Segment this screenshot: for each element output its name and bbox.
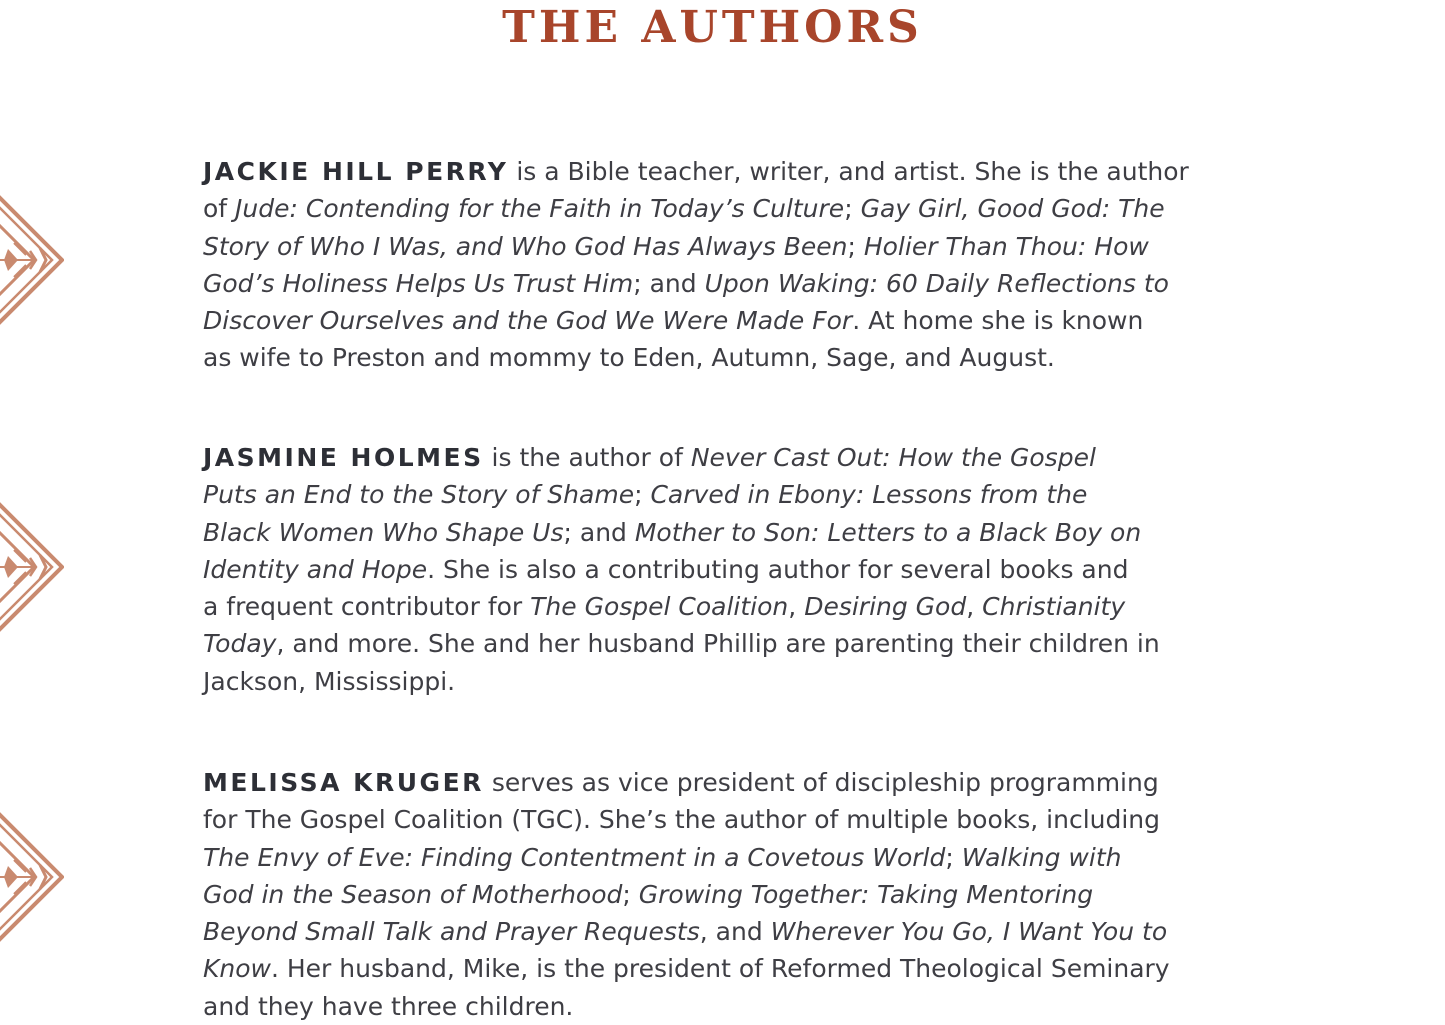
book-title: Never Cast Out: How the Gospel	[690, 443, 1096, 472]
author-bio-jasmine-holmes	[203, 439, 1263, 700]
bio-line	[203, 476, 1263, 513]
diamond-ornament-icon	[0, 810, 64, 944]
bio-text: serves as vice president of discipleship programming	[483, 768, 1159, 797]
bio-line	[203, 876, 1263, 913]
book-title: Know	[203, 954, 271, 984]
bio-line	[203, 228, 1263, 265]
page-title: THE AUTHORS	[502, 2, 923, 53]
bio-text: of	[203, 194, 236, 224]
bio-text: ;	[847, 231, 864, 261]
bio-line	[203, 153, 1263, 190]
bio-line	[203, 588, 1263, 625]
bio-line	[203, 339, 1263, 376]
book-title: Today	[203, 629, 277, 659]
author-bio-melissa-kruger	[203, 764, 1263, 1025]
bio-text: ;	[844, 194, 861, 224]
author-name: JASMINE HOLMES	[203, 443, 484, 472]
bio-line	[203, 265, 1263, 302]
book-title: The Gospel Coalition	[530, 592, 789, 622]
book-title: Walking with	[961, 842, 1122, 872]
bio-text: . Her husband, Mike, is the president of Reformed Theological Seminary	[270, 954, 1170, 984]
book-title: The Envy of Eve: Finding Contentment in a Covetous World	[203, 842, 946, 872]
bio-text: , and more. She and her husband Phillip are parenting their children in	[276, 629, 1160, 659]
bio-text: , and	[699, 917, 771, 947]
bio-line	[203, 839, 1263, 876]
bio-text: ;	[945, 842, 962, 872]
bio-text: . At home she is known	[852, 306, 1144, 336]
book-title: Wherever You Go, I Want You to	[770, 917, 1168, 947]
diamond-ornament-icon	[0, 193, 64, 327]
bio-line	[203, 801, 1263, 838]
bio-text: ; and	[563, 517, 635, 547]
book-title: Gay Girl, Good God: The	[860, 194, 1165, 224]
bio-line	[203, 663, 1263, 700]
bio-text: ;	[634, 480, 651, 510]
book-title: God in the Season of Motherhood	[203, 879, 623, 909]
bio-text: a frequent contributor for	[203, 592, 531, 622]
bio-line	[203, 950, 1263, 987]
bio-line	[203, 190, 1263, 227]
book-title: Identity and Hope	[203, 554, 428, 584]
bio-text: as wife to Preston and mommy to Eden, Autumn, Sage, and August.	[203, 343, 1055, 373]
bio-line	[203, 764, 1263, 801]
author-name: JACKIE HILL PERRY	[203, 157, 509, 186]
book-title: Growing Together: Taking Mentoring	[638, 879, 1094, 909]
bio-text: ;	[622, 879, 639, 909]
book-title: Christianity	[982, 592, 1126, 622]
book-title: Discover Ourselves and the God We Were Made For	[203, 306, 853, 336]
bio-line	[203, 913, 1263, 950]
book-title: Holier Than Thou: How	[863, 231, 1149, 261]
bio-line	[203, 439, 1263, 476]
book-title: Desiring God	[804, 592, 967, 622]
bio-line	[203, 551, 1263, 588]
book-title: Carved in Ebony: Lessons from the	[650, 480, 1088, 510]
book-title: Jude: Contending for the Faith in Today’s Culture	[235, 194, 845, 224]
bio-text: is the author of	[483, 443, 691, 472]
bio-line	[203, 302, 1263, 339]
book-title: Mother to Son: Letters to a Black Boy on	[634, 517, 1142, 547]
book-title: Upon Waking: 60 Daily Reflections to	[704, 268, 1169, 298]
book-title: Beyond Small Talk and Prayer Requests	[203, 917, 700, 947]
bio-text: . She is also a contributing author for several books and	[427, 554, 1129, 584]
author-bio-jackie-hill-perry	[203, 153, 1263, 377]
book-title: Black Women Who Shape Us	[203, 517, 564, 547]
bio-text: ,	[788, 592, 805, 622]
book-title: Story of Who I Was, and Who God Has Always Been	[203, 231, 848, 261]
author-name: MELISSA KRUGER	[203, 768, 484, 797]
bio-line	[203, 988, 1263, 1025]
bio-line	[203, 514, 1263, 551]
bio-text: and they have three children.	[203, 991, 574, 1021]
bio-text: is a Bible teacher, writer, and artist. She is the author	[508, 157, 1189, 186]
book-title: Puts an End to the Story of Shame	[203, 480, 635, 510]
bio-text: for The Gospel Coalition (TGC). She’s the author of multiple books, including	[203, 805, 1161, 835]
bio-line	[203, 625, 1263, 662]
bio-text: Jackson, Mississippi.	[203, 666, 456, 696]
book-title: God’s Holiness Helps Us Trust Him	[203, 268, 634, 298]
bio-text: ,	[966, 592, 983, 622]
diamond-ornament-icon	[0, 500, 64, 634]
bio-text: ; and	[633, 268, 705, 298]
